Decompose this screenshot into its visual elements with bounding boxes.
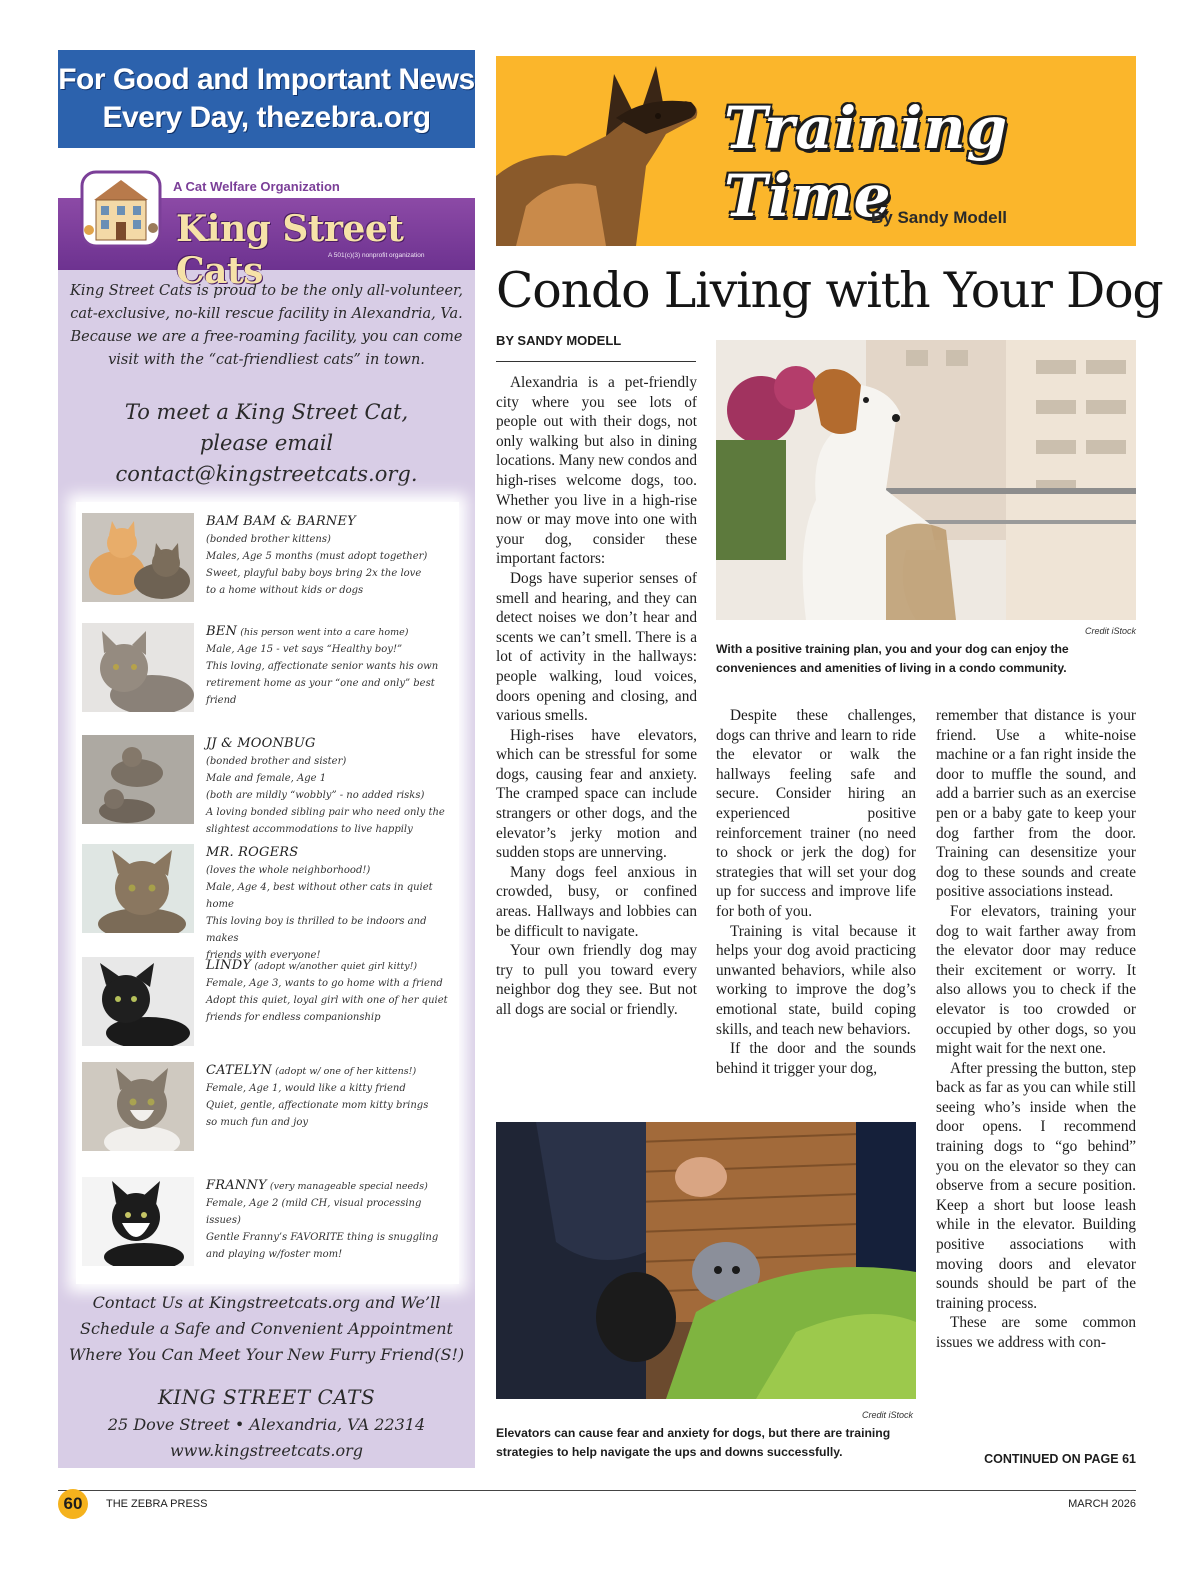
footer-divider	[58, 1490, 1136, 1491]
cat-detail: (bonded brother kittens)	[206, 534, 331, 545]
article-column-1	[496, 373, 697, 1020]
ksc-org-name: King Street Cats	[176, 208, 404, 292]
cat-name: LINDY	[206, 958, 252, 973]
cat-name: CATELYN	[206, 1063, 272, 1078]
cat-detail: Gentle Franny’s FAVORITE thing is snuggling	[206, 1232, 439, 1243]
terrier-balcony-photo	[716, 340, 1136, 620]
news-banner-line1: For Good and Important News	[58, 63, 475, 96]
news-banner[interactable]	[58, 50, 475, 148]
cat-detail: Males, Age 5 months (must adopt together)	[206, 551, 428, 562]
article-paragraph: For elevators, training your dog to wait farther away from the elevator door may reduce their excitement or worry. It also allows you to check if the elevator is too crowded or occupied by other dogs, so you might wait for the next one.	[936, 902, 1136, 1058]
ksc-intro: King Street Cats is proud to be the only all-volunteer, cat-exclusive, no-kill rescue facility in Alexandria, Va. Because we are a free-roaming facility, you can come visit with the “cat-friendliest cats” in town.	[70, 283, 463, 368]
cat-detail: Male, Age 4, best without other cats in quiet home	[206, 882, 433, 910]
ksc-sign-name: KING STREET CATS	[157, 1385, 376, 1409]
ksc-header	[58, 165, 475, 292]
cat-detail: so much fun and joy	[206, 1117, 308, 1128]
cat-detail: Sweet, playful baby boys bring 2x the love	[206, 568, 422, 579]
cat-note: (very manageable special needs)	[269, 1181, 428, 1192]
article-paragraph: High-rises have elevators, which can be stressful for some dogs, causing fear and anxiety. The cramped space can include strangers or other dogs, and the elevator’s jerky motion and sudden stops are unnerving.	[496, 726, 697, 862]
cat-name: JJ & MOONBUG	[206, 736, 316, 751]
cat-photo-jj-moonbug	[82, 735, 194, 824]
training-time-byline: By Sandy Modell	[871, 208, 1008, 227]
ksc-contact-line3: Where You Can Meet Your New Furry Friend(S!)	[68, 1345, 465, 1364]
cat-photo-ben	[82, 623, 194, 712]
cat-detail: (both are mildly “wobbly” - no added risks)	[206, 790, 425, 801]
cat-photo-bam-bam-barney	[82, 513, 194, 602]
ksc-email-link[interactable]: contact@kingstreetcats.org.	[115, 462, 418, 486]
ksc-signature	[68, 1382, 465, 1464]
cat-detail: Adopt this quiet, loyal girl with one of her quiet	[206, 995, 448, 1006]
cat-photo-mr-rogers	[82, 844, 194, 933]
photo1-credit: Credit iStock	[1084, 626, 1136, 636]
continued-on-page-link[interactable]: CONTINUED ON PAGE 61	[984, 1452, 1136, 1466]
issue-date: MARCH 2026	[1068, 1498, 1136, 1510]
article-column-3	[936, 706, 1136, 1353]
article-column-2	[716, 706, 916, 1078]
cat-detail: Male, Age 15 - vet says “Healthy boy!”	[206, 644, 403, 655]
article-paragraph: Dogs have superior senses of smell and hearing, and they can detect noises we don’t hear and scents we can’t smell. There is a lot of activity in the hallways: people walking, loud voices, doors opening and closing, and various smells.	[496, 569, 697, 725]
cat-name: FRANNY	[206, 1178, 267, 1193]
training-time-banner	[496, 56, 1136, 246]
page-number: 60	[58, 1489, 88, 1519]
cat-detail: slightest accommodations to live happily	[206, 824, 413, 835]
publication-name: THE ZEBRA PRESS	[106, 1498, 208, 1510]
cat-photo-lindy	[82, 957, 194, 1046]
cat-detail: This loving boy is thrilled to be indoors and makes	[206, 916, 427, 944]
cat-detail: to a home without kids or dogs	[206, 585, 364, 596]
ksc-meet	[70, 397, 463, 490]
article-byline: BY SANDY MODELL	[496, 333, 622, 348]
cat-detail: retirement home as your “one and only” best friend	[206, 678, 435, 706]
news-banner-line2: Every Day, thezebra.org	[102, 101, 431, 134]
ksc-meet-line2: please email	[199, 431, 334, 455]
cat-photo-catelyn	[82, 1062, 194, 1151]
cat-detail: Male and female, Age 1	[206, 773, 327, 784]
cat-detail: (bonded brother and sister)	[206, 756, 347, 767]
article-paragraph: Many dogs feel anxious in crowded, busy, or confined areas. Hallways and lobbies can be difficult to navigate.	[496, 863, 697, 940]
elevator-dogs-photo	[496, 1122, 916, 1399]
article-paragraph: Alexandria is a pet-friendly city where you see lots of people out with their dogs, not only walking but also in dining locations. Many new condos and high-rises welcome dogs, too. Whether you live in a high-rise now or may move into one with your dog, consider these important factors:	[496, 374, 697, 568]
cat-detail: friends for endless companionship	[206, 1012, 381, 1023]
cat-detail: Female, Age 1, would like a kitty friend	[206, 1083, 406, 1094]
byline-divider	[496, 361, 696, 362]
king-street-cats-ad	[58, 165, 475, 1468]
ksc-meet-line1: To meet a King Street Cat,	[124, 400, 409, 424]
article-paragraph: If the door and the sounds behind it trigger your dog,	[716, 1040, 916, 1077]
cat-detail: This loving, affectionate senior wants his own	[206, 661, 439, 672]
cat-photo-franny	[82, 1177, 194, 1266]
photo2-credit: Credit iStock	[861, 1410, 913, 1420]
photo1-caption: With a positive training plan, you and your dog can enjoy the conveniences and amenities of living in a condo community.	[716, 642, 1069, 675]
ksc-contact	[68, 1290, 465, 1368]
article-paragraph: After pressing the button, step back as far as you can while still seeing who’s inside when the door opens. I recommend training dogs to “go behind” you on the elevator so they can observe from a secure position. Keep a short but loose leash while in the elevator. Building positive associations with moving doors and elevator sounds should be part of the training process.	[936, 1059, 1136, 1312]
adoptable-cats-panel	[76, 502, 459, 1284]
cat-note: (his person went into a care home)	[240, 627, 409, 638]
ksc-contact-line2: Schedule a Safe and Convenient Appointment	[80, 1319, 453, 1338]
article-paragraph: Training is vital because it helps your dog avoid practicing unwanted behaviors, while also working to improve the dog’s emotional state, build coping skills, and teach new behaviors.	[716, 922, 916, 1038]
ksc-house-logo-icon	[80, 170, 162, 248]
cat-detail: Female, Age 2 (mild CH, visual processing issues)	[206, 1198, 422, 1226]
cat-name: MR. ROGERS	[206, 845, 299, 860]
cat-detail: (loves the whole neighborhood!)	[206, 865, 371, 876]
cat-detail: Quiet, gentle, affectionate mom kitty brings	[206, 1100, 429, 1111]
ksc-tagline: A Cat Welfare Organization	[173, 179, 340, 194]
cat-note: (adopt w/ one of her kittens!)	[275, 1066, 417, 1077]
training-time-title: Training Time	[724, 94, 1009, 230]
ksc-nonprofit-note: A 501(c)(3) nonprofit organization	[328, 252, 425, 259]
ksc-contact-line1: Contact Us at Kingstreetcats.org and We’ll	[92, 1293, 441, 1312]
article-paragraph: These are some common issues we address with con-	[936, 1314, 1136, 1351]
cat-detail: Female, Age 3, wants to go home with a friend	[206, 978, 443, 989]
cat-detail: friends with everyone!	[206, 950, 321, 961]
photo2-caption: Elevators can cause fear and anxiety for dogs, but there are training strategies to help navigate the ups and downs successfully.	[496, 1426, 891, 1459]
german-shepherd-photo	[496, 56, 706, 246]
cat-note: (adopt w/another quiet girl kitty!)	[254, 961, 418, 972]
cat-name: BEN	[206, 624, 238, 639]
cat-detail: and playing w/foster mom!	[206, 1249, 343, 1260]
article-paragraph: Your own friendly dog may try to pull you toward every neighbor dog they see. But not all dogs are social or friendly.	[496, 942, 697, 1018]
article-headline: Condo Living with Your Dog	[496, 262, 1163, 319]
cat-name: BAM BAM & BARNEY	[206, 514, 356, 529]
ksc-address: 25 Dove Street • Alexandria, VA 22314	[107, 1415, 426, 1434]
article-paragraph: remember that distance is your friend. Use a white-noise machine or a fan right inside the door to muffle the sound, and add a barrier such as an exercise pen or a baby gate to keep your dog farther from the door. Training can desensitize your dog to these sounds and create positive associations instead.	[936, 707, 1136, 901]
article-paragraph: Despite these challenges, dogs can thrive and learn to ride the elevator or walk the hallways feeling safe and secure. Consider hiring an experienced positive reinforcement trainer (no need to shock or jerk the dog) for strategies that will set your dog up for success and improve life for both of you.	[716, 707, 916, 920]
ksc-website-link[interactable]: www.kingstreetcats.org	[169, 1441, 364, 1460]
cat-detail: A loving bonded sibling pair who need only the	[206, 807, 445, 818]
